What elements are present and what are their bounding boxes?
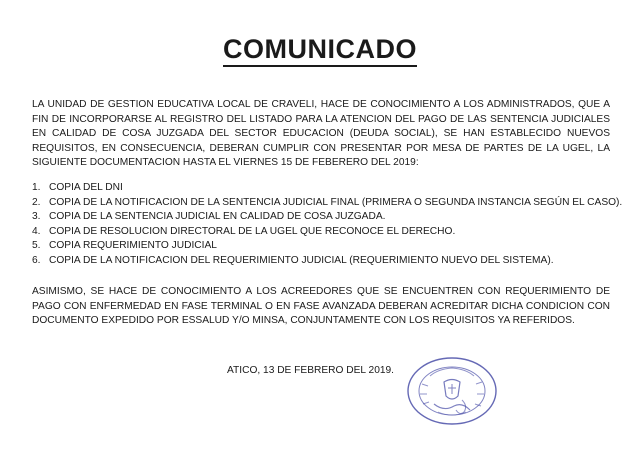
requirement-number: 3.: [32, 211, 41, 223]
requirement-item: [32, 225, 622, 240]
requirement-text: COPIA DE LA SENTENCIA JUDICIAL EN CALIDAD DE COSA JUZGADA.: [49, 211, 386, 223]
requirement-item: [32, 239, 622, 254]
intro-paragraph: LA UNIDAD DE GESTION EDUCATIVA LOCAL DE CRAVELI, HACE DE CONOCIMIENTO A LOS ADMINISTRADOS, QUE A FIN DE INCORPORARSE AL REGISTRO DEL LISTADO PARA LA ATENCION DEL PAGO DE LAS SENTENCIA JUDICIALES EN CALIDAD DE COSA JUZGADA DEL SECTOR EDUCACION (DEUDA SOCIAL), SE HAN ESTABLECIDO NUEVOS REQUISITOS, EN CONSECUENCIA, DEBERAN CUMPLIR CON PRESENTAR POR MESA DE PARTES DE LA UGEL, LA SIGUIENTE DOCUMENTACION HASTA EL VIERNES 15 DE FEBERERO DEL 2019:: [32, 99, 610, 169]
requirement-text: COPIA REQUERIMIENTO JUDICIAL: [49, 240, 217, 252]
document-title: [0, 34, 640, 65]
requirement-text: COPIA DE RESOLUCION DIRECTORAL DE LA UGEL QUE RECONOCE EL DERECHO.: [49, 225, 456, 237]
requirement-item: [32, 181, 622, 196]
requirement-item: [32, 210, 622, 225]
requirement-number: 6.: [32, 254, 41, 266]
requirement-item: [32, 196, 622, 211]
requirement-number: 4.: [32, 225, 41, 237]
notice-paragraph: ASIMISMO, SE HACE DE CONOCIMIENTO A LOS ACREEDORES QUE SE ENCUENTREN CON REQUERIMIENTO DE PAGO CON ENFERMEDAD EN FASE TERMINAL O EN FASE AVANZADA DEBERAN ACREDITAR DICHA CONDICION CON DOCUMENTO EXPEDIDO POR ESSALUD Y/O MINSA, CONJUNTAMENTE CON LOS REQUISITOS YA REFERIDOS.: [32, 286, 610, 327]
title-text: COMUNICADO: [223, 34, 417, 67]
requirement-text: COPIA DEL DNI: [49, 182, 123, 193]
official-seal-stamp: [400, 354, 498, 428]
place-date: ATICO, 13 DE FEBRERO DEL 2019.: [227, 365, 395, 376]
requirement-number: 5.: [32, 240, 41, 252]
requirement-item: [32, 254, 622, 269]
requirement-number: 2.: [32, 196, 41, 208]
requirement-text: COPIA DE LA NOTIFICACION DEL REQUERIMIENTO JUDICIAL (REQUERIMIENTO NUEVO DEL SISTEMA).: [49, 254, 554, 266]
requirements-list: [32, 181, 622, 269]
requirement-number: 1.: [32, 182, 41, 193]
requirement-text: COPIA DE LA NOTIFICACION DE LA SENTENCIA JUDICIAL FINAL (PRIMERA O SEGUNDA INSTANCIA SEGÚN EL CASO).: [49, 196, 623, 208]
